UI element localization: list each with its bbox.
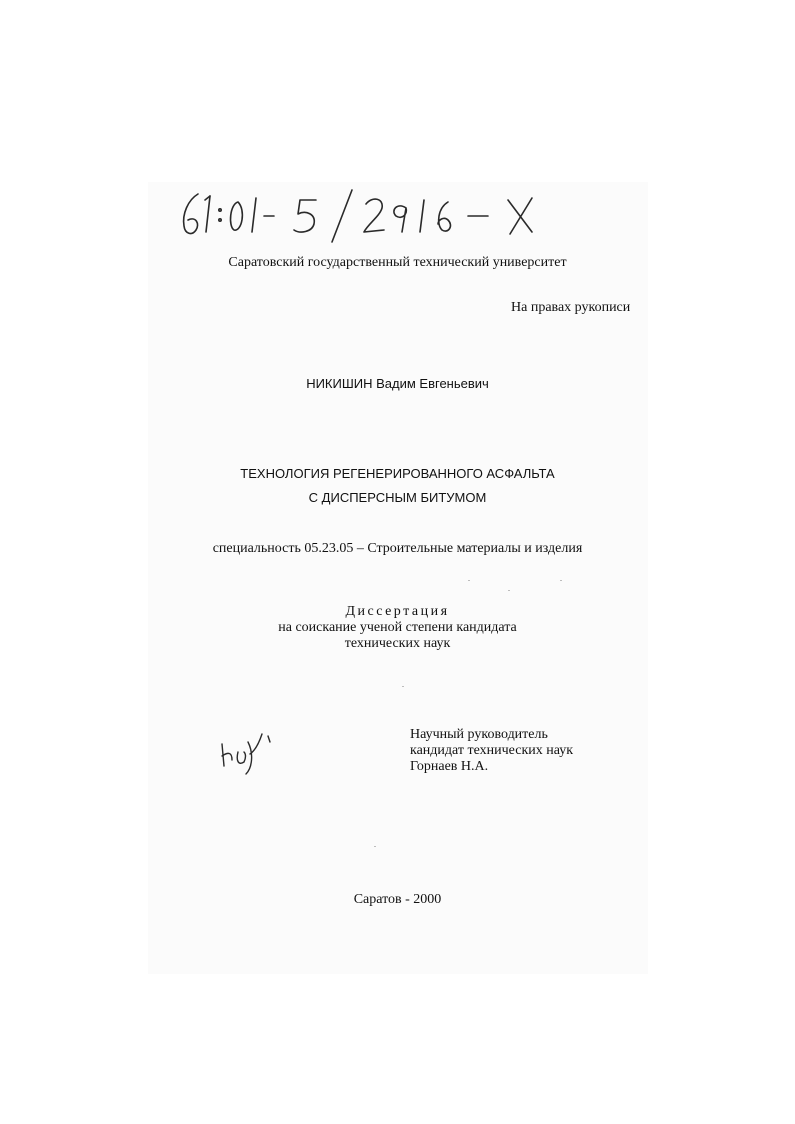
handwritten-signature <box>218 730 278 776</box>
dissertation-title-line-2: С ДИСПЕРСНЫМ БИТУМОМ <box>308 490 487 505</box>
specialty: специальность 05.23.05 – Строительные материалы и изделия <box>212 541 583 556</box>
author-name: НИКИШИН Вадим Евгеньевич <box>306 376 489 391</box>
scan-speck <box>508 590 510 591</box>
supervisor-label: Научный руководитель <box>410 727 548 742</box>
dissertation-label: Диссертация <box>345 604 450 619</box>
scan-speck <box>560 580 562 581</box>
city-year: Саратов - 2000 <box>353 892 442 907</box>
handwritten-archive-number <box>176 186 556 246</box>
scan-speck <box>374 846 376 847</box>
degree-purpose-line-1: на соискание ученой степени кандидата <box>278 620 517 635</box>
rights-note: На правах рукописи <box>511 300 631 315</box>
scan-speck <box>468 580 470 581</box>
scan-speck <box>402 686 404 687</box>
supervisor-name: Горнаев Н.А. <box>410 759 489 774</box>
degree-purpose-line-2: технических наук <box>344 636 451 651</box>
university-name: Саратовский государственный технический университет <box>228 255 567 270</box>
supervisor-degree: кандидат технических наук <box>410 743 574 758</box>
dissertation-title-line-1: ТЕХНОЛОГИЯ РЕГЕНЕРИРОВАННОГО АСФАЛЬТА <box>240 466 555 481</box>
